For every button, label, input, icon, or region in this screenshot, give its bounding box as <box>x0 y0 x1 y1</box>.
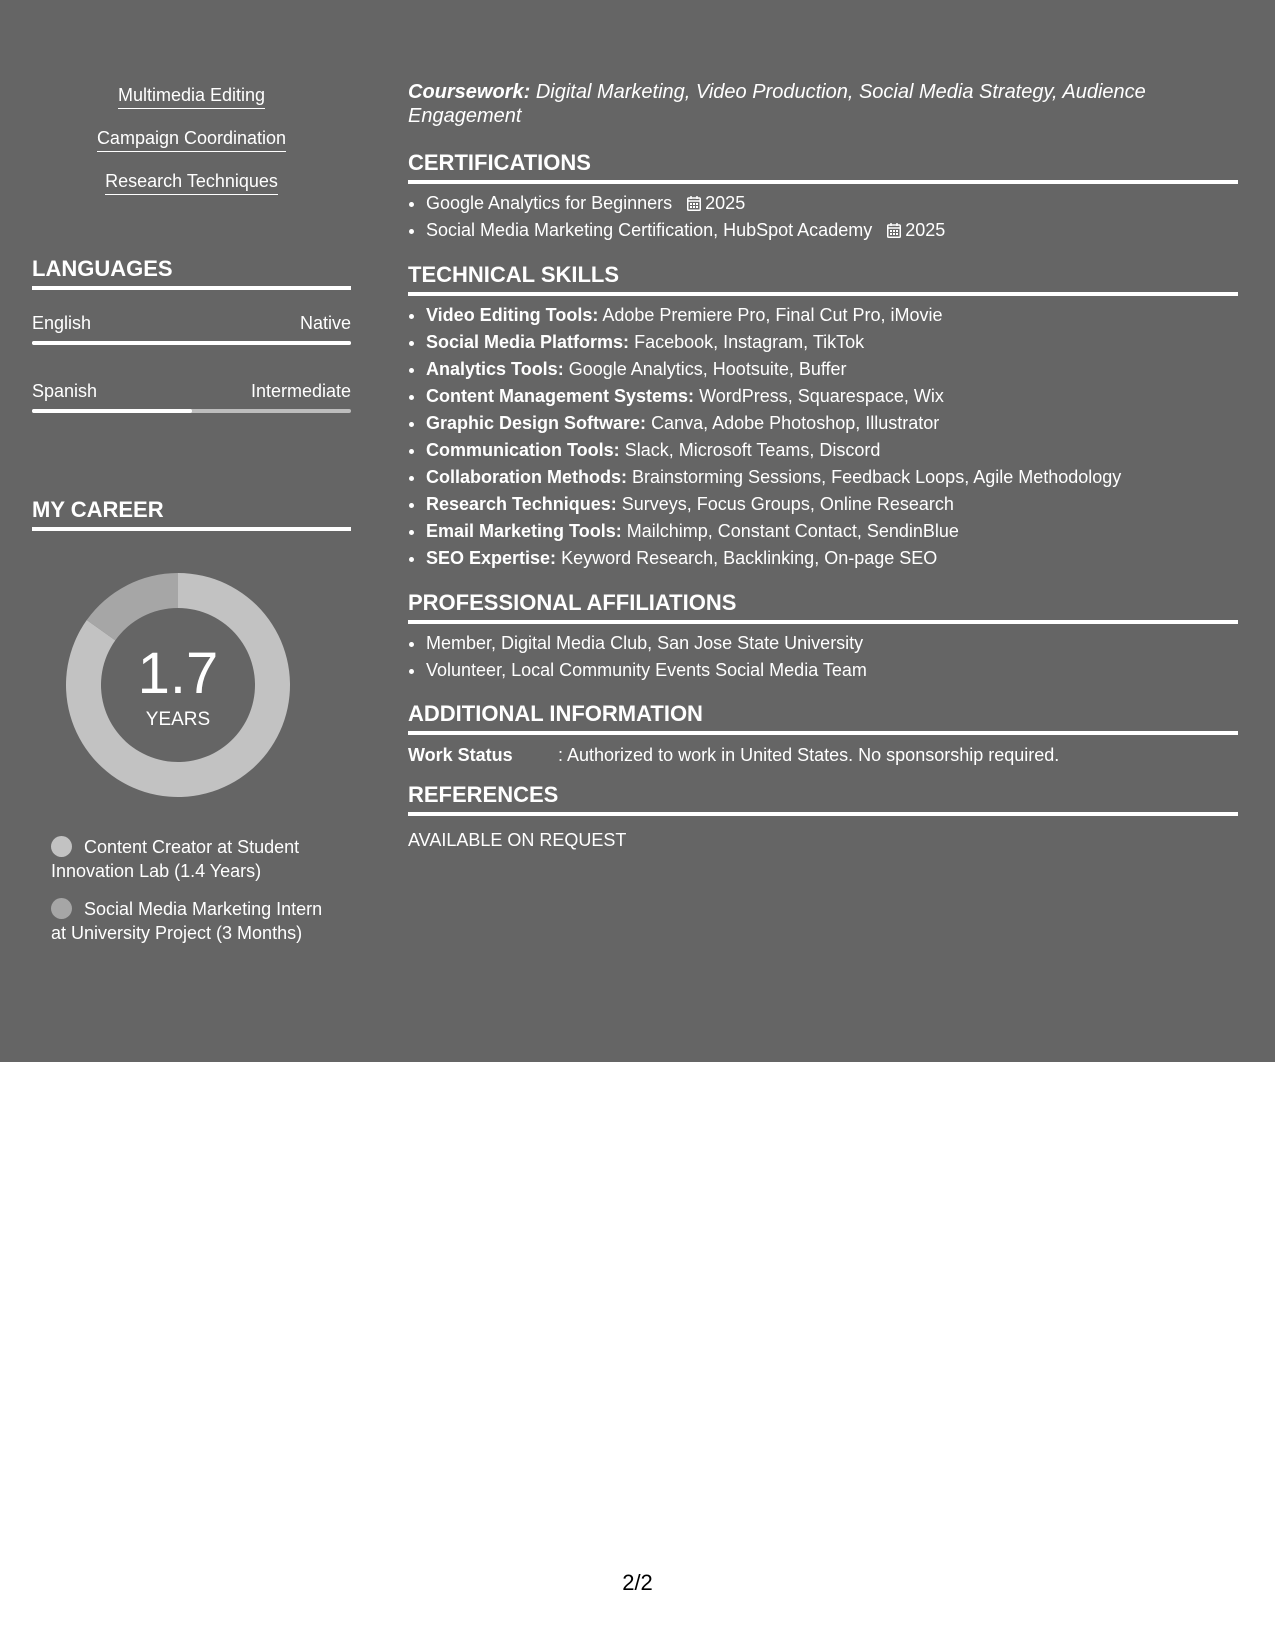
references-section <box>408 782 1238 852</box>
work-status-value: : Authorized to work in United States. No sponsorship required. <box>558 745 1060 765</box>
additional-info-title: ADDITIONAL INFORMATION <box>408 701 1238 735</box>
affiliations-section <box>408 590 1238 684</box>
certification-year: 2025 <box>705 193 746 213</box>
language-item <box>32 312 351 345</box>
references-title: REFERENCES <box>408 782 1238 816</box>
affiliation-item: • Member, Digital Media Club, San Jose State University <box>426 630 1238 657</box>
certification-year: 2025 <box>905 220 946 240</box>
language-proficiency-bar <box>32 409 351 413</box>
skill-item <box>426 302 1238 329</box>
skill-item <box>426 518 1238 545</box>
career-donut-chart <box>66 573 290 797</box>
language-proficiency-fill <box>32 341 351 345</box>
work-status-row <box>408 743 1238 767</box>
technical-skills-section <box>408 262 1238 572</box>
coursework <box>408 80 1208 128</box>
certification-item <box>426 190 1238 217</box>
certification-name: Social Media Marketing Certification, HubSpot Academy <box>426 220 873 240</box>
skill-label: Communication Tools: <box>426 440 620 460</box>
skill-label: Video Editing Tools: <box>426 305 599 325</box>
skill-tags <box>32 84 351 213</box>
skill-value: Brainstorming Sessions, Feedback Loops, Agile Methodology <box>632 467 1122 487</box>
skill-value: Keyword Research, Backlinking, On-page SEO <box>561 548 938 568</box>
skill-label: Collaboration Methods: <box>426 467 627 487</box>
skill-item <box>426 545 1238 572</box>
affiliation-item: • Volunteer, Local Community Events Social Media Team <box>426 657 1238 684</box>
technical-skills-title: TECHNICAL SKILLS <box>408 262 1238 296</box>
career-legend-label: Social Media Marketing Intern at University Project (3 Months) <box>51 899 323 943</box>
calendar-icon <box>687 196 701 211</box>
skill-item <box>426 464 1238 491</box>
skill-value: Slack, Microsoft Teams, Discord <box>624 440 881 460</box>
skill-value: Facebook, Instagram, TikTok <box>634 332 865 352</box>
skill-value: Google Analytics, Hootsuite, Buffer <box>568 359 847 379</box>
language-name: Spanish <box>32 381 98 401</box>
skill-value: WordPress, Squarespace, Wix <box>699 386 944 406</box>
certification-item <box>426 217 1238 244</box>
calendar-icon <box>887 223 901 238</box>
language-level: Intermediate <box>250 381 351 401</box>
additional-info-section <box>408 701 1238 767</box>
skill-label: Analytics Tools: <box>426 359 564 379</box>
career-legend <box>51 835 341 959</box>
affiliations-list <box>408 630 1238 684</box>
legend-dot-icon <box>51 836 72 857</box>
coursework-label: Coursework: <box>408 81 531 103</box>
skill-item <box>426 383 1238 410</box>
language-item <box>32 380 351 413</box>
skill-value: Surveys, Focus Groups, Online Research <box>621 494 954 514</box>
page-number: 2/2 <box>622 1570 653 1595</box>
skill-label: Email Marketing Tools: <box>426 521 622 541</box>
coursework-text: Digital Marketing, Video Production, Social Media Strategy, Audience Engagement <box>408 81 1146 127</box>
skill-label: Graphic Design Software: <box>426 413 647 433</box>
certification-name: Google Analytics for Beginners <box>426 193 673 213</box>
career-legend-item <box>51 897 341 945</box>
career-total-unit: YEARS <box>145 709 211 730</box>
language-proficiency-fill <box>32 409 192 413</box>
skill-label: Content Management Systems: <box>426 386 695 406</box>
language-proficiency-bar <box>32 341 351 345</box>
certifications-list <box>408 190 1238 244</box>
skill-label: Social Media Platforms: <box>426 332 630 352</box>
language-name: English <box>32 313 92 333</box>
languages-section <box>32 256 351 413</box>
career-title: MY CAREER <box>32 497 351 531</box>
career-legend-label: Content Creator at Student Innovation Lab (1.4 Years) <box>51 837 300 881</box>
career-total-value: 1.7 <box>137 641 219 706</box>
skill-label: Research Techniques: <box>426 494 617 514</box>
skill-tag: Multimedia Editing <box>118 84 265 109</box>
skill-value: Adobe Premiere Pro, Final Cut Pro, iMovie <box>602 305 943 325</box>
skill-tag: Campaign Coordination <box>97 127 286 152</box>
skill-item <box>426 410 1238 437</box>
legend-dot-icon <box>51 898 72 919</box>
skill-item <box>426 356 1238 383</box>
certifications-title: CERTIFICATIONS <box>408 150 1238 184</box>
skill-item <box>426 329 1238 356</box>
certifications-section <box>408 150 1238 244</box>
technical-skills-list <box>408 302 1238 572</box>
career-section <box>32 497 351 943</box>
references-text: AVAILABLE ON REQUEST <box>408 830 627 850</box>
skill-tag: Research Techniques <box>105 170 278 195</box>
skill-label: SEO Expertise: <box>426 548 557 568</box>
career-legend-item <box>51 835 341 883</box>
affiliations-title: PROFESSIONAL AFFILIATIONS <box>408 590 1238 624</box>
languages-title: LANGUAGES <box>32 256 351 290</box>
skill-value: Mailchimp, Constant Contact, SendinBlue <box>626 521 959 541</box>
skill-value: Canva, Adobe Photoshop, Illustrator <box>651 413 940 433</box>
language-level: Native <box>299 313 351 333</box>
work-status-label: Work Status <box>408 745 513 765</box>
skill-item <box>426 491 1238 518</box>
skill-item <box>426 437 1238 464</box>
